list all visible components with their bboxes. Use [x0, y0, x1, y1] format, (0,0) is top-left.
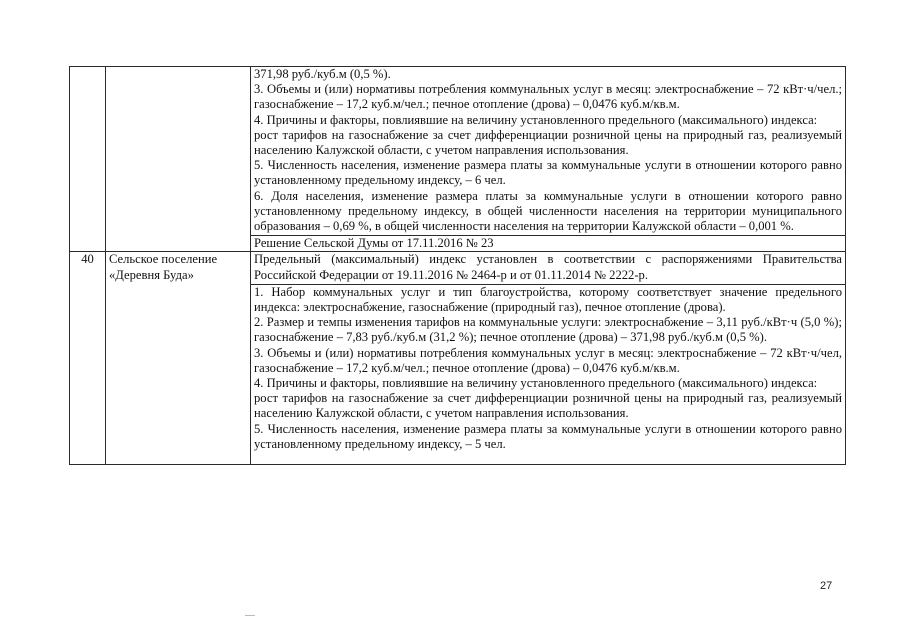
paragraph: рост тарифов на газоснабжение за счет дифференциации розничной цены на природный газ, реализуемый населению Калужской области, с учетом направления использования.: [254, 391, 842, 421]
paragraph: 4. Причины и факторы, повлиявшие на величину установленного предельного (максимального) индекса:: [254, 112, 818, 127]
table-row: [70, 252, 846, 465]
paragraph: 5. Численность населения, изменение размера платы за коммунальные услуги в отношении которого равно установленному предельному индексу, – 6 чел.: [254, 158, 842, 188]
table-row: [70, 67, 846, 252]
intro-paragraph: Предельный (максимальный) индекс установлен в соответствии с распоряжениями Правительства Российской Федерации от 19.11.2016 № 2464-р и от 01.11.2014 № 2222-р.: [254, 252, 842, 282]
paragraph: 4. Причины и факторы, повлиявшие на величину установленного предельного (максимального) индекса:: [254, 376, 818, 391]
decision-reference: Решение Сельской Думы от 17.11.2016 № 23: [254, 236, 494, 251]
row-number: [70, 67, 106, 252]
paragraph: 6. Доля населения, изменение размера платы за коммунальные услуги в отношении которого равно установленному предельному индексу, в общей численности населения на территории муниципального образования – 0,69 %, в общей численности населения на территории Калужской области – 0,001 %.: [254, 188, 842, 234]
paragraph: 3. Объемы и (или) нормативы потребления коммунальных услуг в месяц: электроснабжение – 72 кВт·ч/чел, газоснабжение – 17,2 куб.м/чел.; печное отопление (дрова) – 0,0476 куб.м/кв.м.: [254, 345, 842, 375]
row-number: 40: [70, 252, 106, 465]
paragraph: рост тарифов на газоснабжение за счет дифференциации розничной цены на природный газ, реализуемый населению Калужской области, с учетом направления использования.: [254, 127, 842, 158]
paragraph: 3. Объемы и (или) нормативы потребления коммунальных услуг в месяц: электроснабжение – 72 кВт·ч/чел.; газоснабжение – 17,2 куб.м/чел.; печное отопление (дрова) – 0,0476 куб.м/кв.м.: [254, 82, 842, 112]
scan-mark: [245, 615, 255, 616]
paragraph: 2. Размер и темпы изменения тарифов на коммунальные услуги: электроснабжение – 3,11 руб./кВт·ч (5,0 %); газоснабжение – 7,83 руб./куб.м (31,2 %); печное отопление (дрова) – 371,98 руб./куб.м (0,5 %).: [254, 315, 842, 345]
page-number: 27: [820, 580, 833, 592]
paragraph: 5. Численность населения, изменение размера платы за коммунальные услуги в отношении которого равно установленному предельному индексу, – 5 чел.: [254, 421, 842, 451]
settlement-name: [106, 67, 251, 252]
paragraph: 371,98 руб./куб.м (0,5 %).: [254, 67, 391, 81]
settlement-name: Сельское поселение «Деревня Буда»: [106, 252, 251, 465]
index-description: [251, 67, 846, 252]
paragraph: 1. Набор коммунальных услуг и тип благоустройства, которому соответствует значение предельного индекса: электроснабжение, газоснабжение (природный газ), печное отопление (дрова).: [254, 284, 842, 315]
index-description: [251, 252, 846, 465]
tariff-index-table: [69, 66, 846, 465]
